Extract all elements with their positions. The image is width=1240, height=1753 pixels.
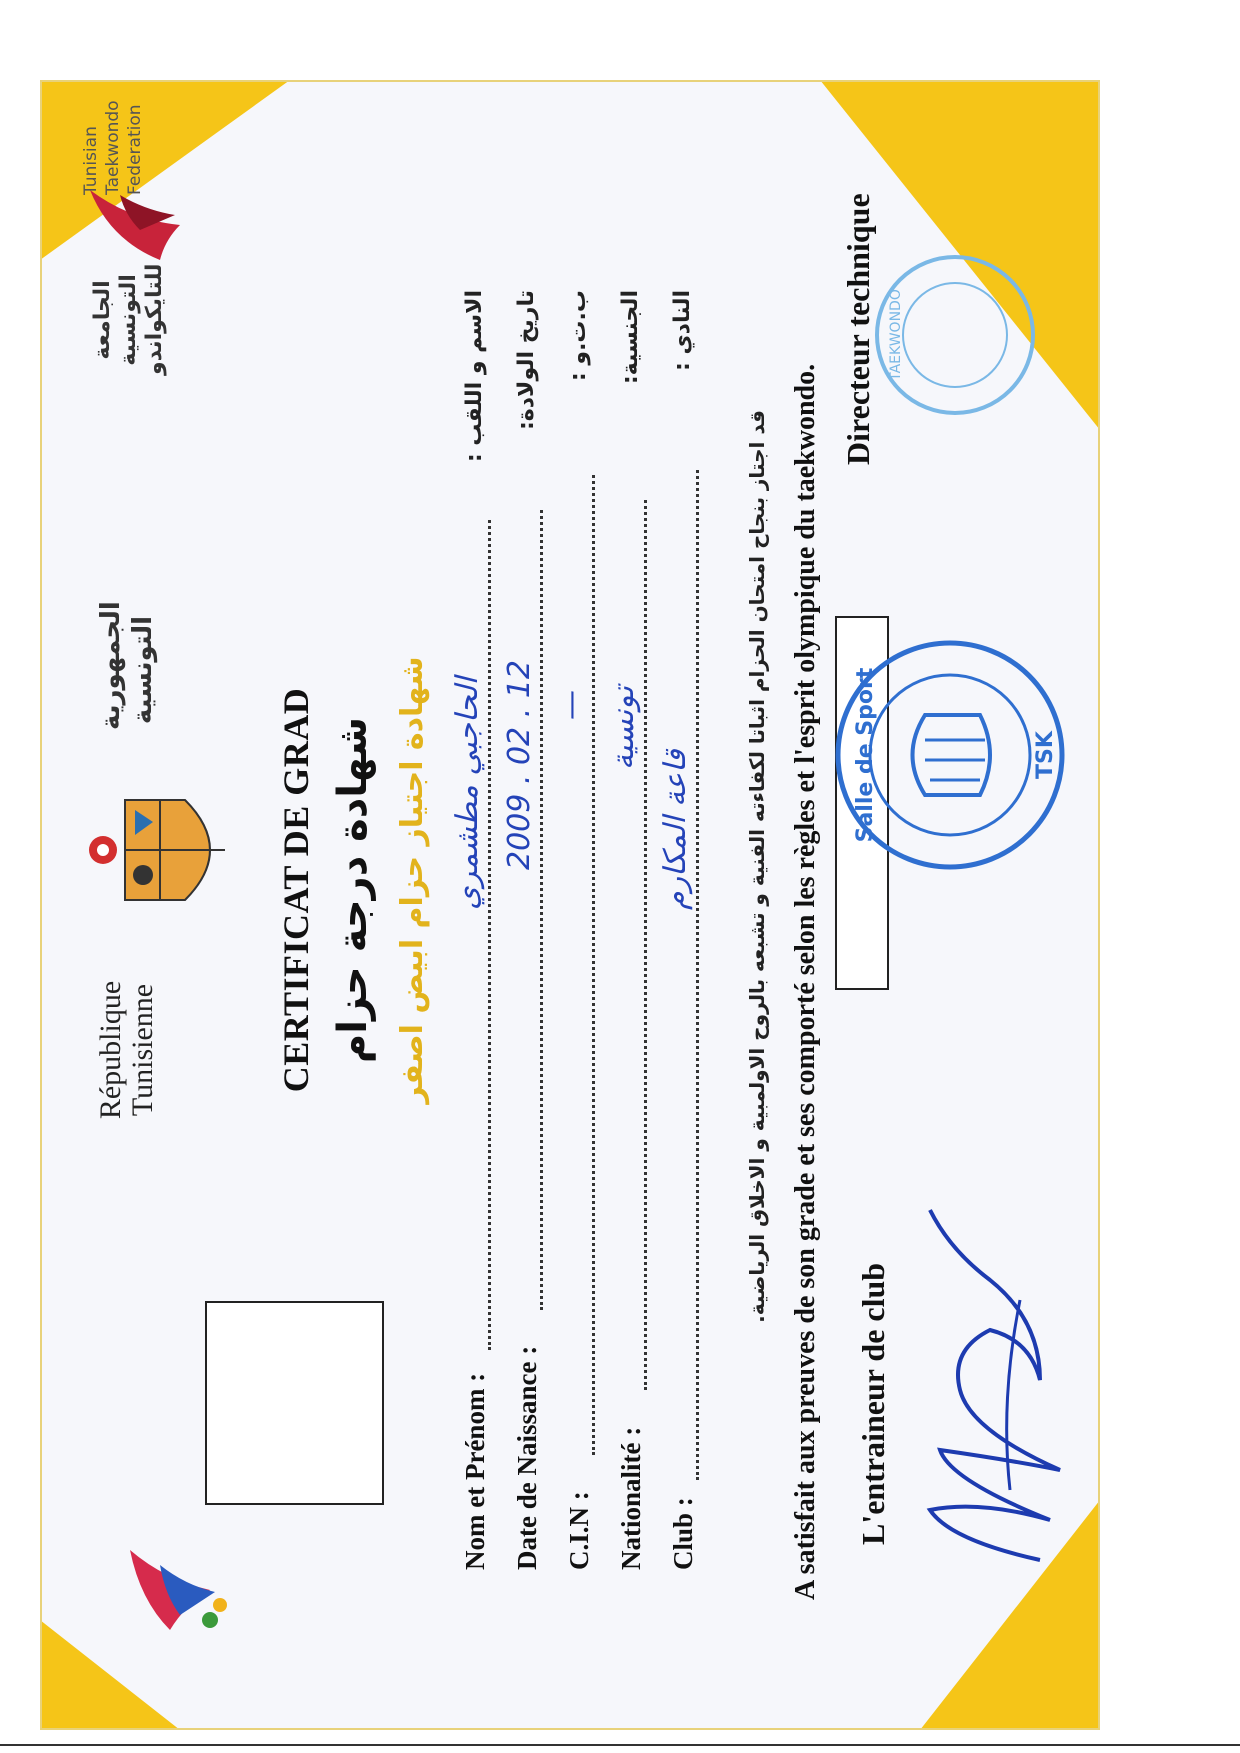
field-label-arabic: الجنسية: [618,290,643,385]
field-label-arabic: ب.ت.و : [566,290,591,382]
handwritten-value: تونسية [606,685,641,770]
handwritten-value: 2009 . 02 . 12 [502,660,537,870]
field-club [658,80,716,1730]
federation-arabic: الجامعة التونسية للتايكواندو [90,263,167,375]
director-signature-label: Directeur technique [840,193,876,465]
handwritten-value: — [554,690,589,720]
field-label: C.I.N : [564,1491,594,1570]
handwritten-signature [890,1190,1080,1580]
tunisia-crest-icon [85,790,235,910]
dotted-line [638,500,647,1390]
republique-tunisienne: République Tunisienne [94,980,159,1120]
handwritten-value: قاعة المكارم [658,749,693,910]
federation-en-line: Federation [125,104,145,195]
handwritten-value: الحاجبي مطشمري [450,677,485,910]
certificate-title-arabic: شهادة درجة حزام [330,716,376,1064]
dotted-line [482,520,491,1350]
federation-en-line: Taekwondo [103,100,123,195]
certificate-page [40,80,1100,1730]
field-name [450,80,508,1730]
coach-signature-label: L'entraineur de club [855,1262,891,1545]
dotted-line [586,475,595,1455]
passed-statement: A satisfait aux preuves de son grade et ses comporté selon les règles et l'esprit olympique du taekwondo. [790,363,821,1600]
stamp-text: Salle de Sport [853,667,878,843]
photo-box [205,1301,384,1505]
passed-statement-arabic: قد اجتاز بنجاح امتحان الحزام اثباتا لكفاءته الفنية و تشبعه بالروح الاولمبية و الاخلاق الرياضية. [745,410,769,1323]
dotted-line [534,510,543,1310]
stamp-text-bottom: TSK [1033,731,1058,779]
field-label-arabic: الاسم و اللقب : [462,290,487,463]
field-birthdate [502,80,560,1730]
certificate [40,80,1100,1730]
field-label: Club : [668,1497,698,1570]
dotted-line [690,470,699,1480]
republique-arabic: الجمهورية التونسية [96,601,158,730]
field-label: Date de Naissance : [512,1345,542,1570]
federation-english [80,75,146,195]
belt-subtitle-arabic: شهادة اجتياز حزام ابيض اصفر [395,656,430,1104]
field-nationality [606,80,664,1730]
field-cin [554,80,612,1730]
certificate-title: CERTIFICAT DE GRAD [276,687,316,1093]
field-label-arabic: تاريخ الولادة: [514,290,539,431]
federation-en-line: Tunisian [81,126,101,195]
field-label: Nom et Prénom : [460,1372,490,1570]
federation-stamp [870,250,1040,420]
field-label: Nationalité : [616,1426,646,1570]
field-label-arabic: النادي : [670,290,695,371]
world-taekwondo-logo [110,1530,240,1650]
club-stamp [830,635,1070,875]
stamp-text: TAEKWONDO [888,289,904,381]
